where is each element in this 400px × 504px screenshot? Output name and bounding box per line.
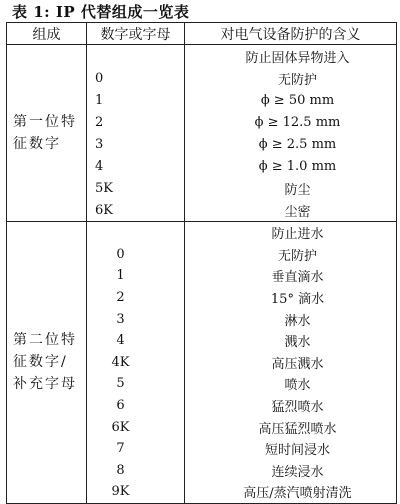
group-label: 第二位特征数字/补充字母: [7, 222, 87, 504]
code-cell: 2: [87, 287, 185, 309]
table-row: [7, 45, 397, 68]
section-second-digit: [7, 222, 397, 504]
meaning-cell: 短时间浸水: [185, 438, 397, 460]
code-cell: 2: [87, 111, 185, 133]
code-cell: 6K: [87, 416, 185, 438]
code-cell: 8: [87, 460, 185, 482]
code-cell: 1: [87, 265, 185, 287]
meaning-cell: ϕ ≥ 2.5 mm: [185, 133, 397, 155]
meaning-cell: 尘密: [185, 199, 397, 222]
code-cell: 5K: [87, 177, 185, 199]
table-caption: 表 1: IP 代替组成一览表: [12, 3, 190, 21]
meaning-cell: 防止固体异物进入: [185, 45, 397, 68]
code-cell: 7: [87, 438, 185, 460]
meaning-cell: 高压猛烈喷水: [185, 416, 397, 438]
meaning-cell: ϕ ≥ 50 mm: [185, 89, 397, 111]
code-cell: 3: [87, 133, 185, 155]
section-first-digit: [7, 45, 397, 222]
code-cell: [87, 45, 185, 68]
header-group: 组成: [7, 23, 87, 45]
table-row: [7, 222, 397, 244]
meaning-cell: ϕ ≥ 1.0 mm: [185, 155, 397, 177]
meaning-cell: 溅水: [185, 330, 397, 352]
code-cell: 1: [87, 89, 185, 111]
ip-code-table: [6, 22, 397, 504]
header-meaning: 对电气设备防护的含义: [185, 23, 397, 45]
meaning-cell: 喷水: [185, 373, 397, 395]
code-cell: 6K: [87, 199, 185, 222]
code-cell: 4: [87, 330, 185, 352]
code-cell: [87, 222, 185, 244]
meaning-cell: 淋水: [185, 308, 397, 330]
meaning-cell: 防尘: [185, 177, 397, 199]
meaning-cell: 垂直滴水: [185, 265, 397, 287]
meaning-cell: 防止进水: [185, 222, 397, 244]
group-label: 第一位特征数字: [7, 45, 87, 222]
meaning-cell: ϕ ≥ 12.5 mm: [185, 111, 397, 133]
code-cell: 4: [87, 155, 185, 177]
header-row: [7, 23, 397, 45]
meaning-cell: 连续浸水: [185, 460, 397, 482]
code-cell: 5: [87, 373, 185, 395]
header-code: 数字或字母: [87, 23, 185, 45]
code-cell: 0: [87, 67, 185, 89]
code-cell: 6: [87, 395, 185, 417]
meaning-cell: 高压溅水: [185, 352, 397, 374]
meaning-cell: 无防护: [185, 244, 397, 266]
meaning-cell: 猛烈喷水: [185, 395, 397, 417]
meaning-cell: 高压/蒸汽喷射清洗: [185, 481, 397, 503]
meaning-cell: 15° 滴水: [185, 287, 397, 309]
code-cell: 4K: [87, 352, 185, 374]
meaning-cell: 无防护: [185, 67, 397, 89]
code-cell: 3: [87, 308, 185, 330]
code-cell: 9K: [87, 481, 185, 503]
code-cell: 0: [87, 244, 185, 266]
